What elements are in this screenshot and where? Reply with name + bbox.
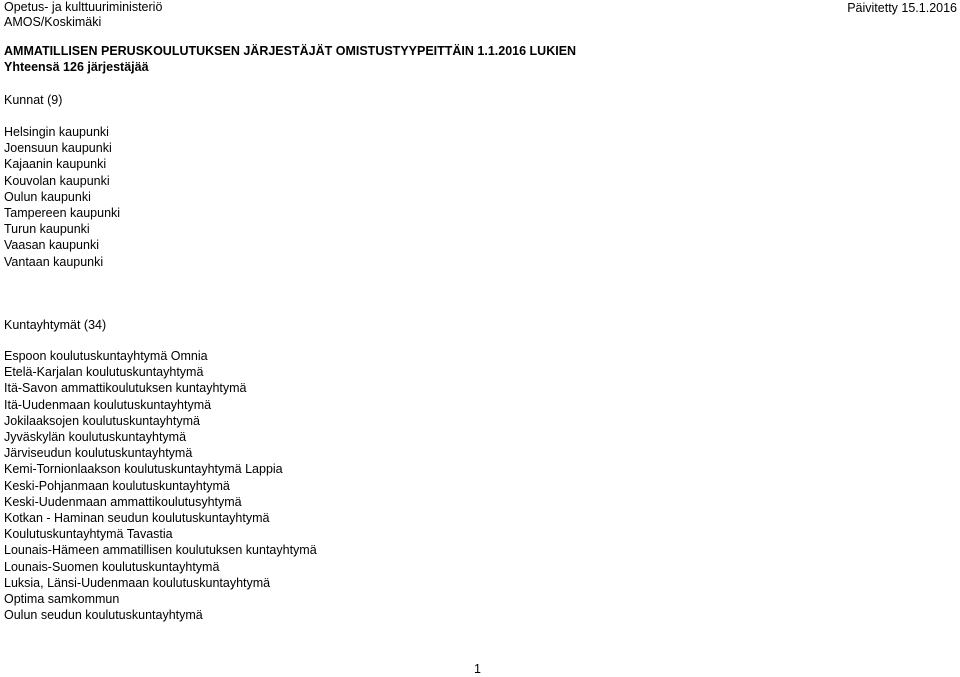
list-item: Itä-Savon ammattikoulutuksen kuntayhtymä: [4, 381, 247, 396]
list-item: Keski-Pohjanmaan koulutuskuntayhtymä: [4, 478, 230, 493]
list-item: Järviseudun koulutuskuntayhtymä: [4, 446, 193, 461]
list-item: Jokilaaksojen koulutuskuntayhtymä: [4, 413, 200, 428]
list-item: Lounais-Suomen koulutuskuntayhtymä: [4, 559, 220, 574]
list-item: Kotkan - Haminan seudun koulutuskuntayhtymä: [4, 511, 270, 526]
list-item: Vantaan kaupunki: [4, 254, 104, 269]
list-item: Koulutuskuntayhtymä Tavastia: [4, 527, 173, 542]
list-item: Itä-Uudenmaan koulutuskuntayhtymä: [4, 397, 212, 412]
list-item: Espoon koulutuskuntayhtymä Omnia: [4, 349, 208, 363]
header-department: AMOS/Koskimäki: [4, 15, 102, 29]
header-updated-date: Päivitetty 15.1.2016: [847, 1, 957, 15]
list-item: Luksia, Länsi-Uudenmaan koulutuskuntayhtymä: [4, 575, 271, 590]
list-item: Optima samkommun: [4, 592, 120, 607]
list-item: Etelä-Karjalan koulutuskuntayhtymä: [4, 365, 204, 380]
list-item: Oulun kaupunki: [4, 189, 91, 204]
section-heading-kuntayhtymat: Kuntayhtymät (34): [4, 318, 107, 332]
list-item: Joensuun kaupunki: [4, 141, 112, 156]
list-item: Jyväskylän koulutuskuntayhtymä: [4, 430, 187, 445]
page-number: 1: [474, 662, 481, 676]
list-item: Lounais-Hämeen ammatillisen koulutuksen kuntayhtymä: [4, 543, 317, 558]
list-kunnat: [4, 124, 120, 270]
section-heading-kunnat: Kunnat (9): [4, 93, 63, 107]
list-item: Tampereen kaupunki: [4, 206, 121, 221]
list-item: Kouvolan kaupunki: [4, 173, 110, 188]
list-kuntayhtymat: [4, 348, 317, 623]
list-item: Vaasan kaupunki: [4, 238, 99, 253]
header-organization: Opetus- ja kulttuuriministeriö: [4, 0, 163, 14]
list-item: Kemi-Tornionlaakson koulutuskuntayhtymä Lappia: [4, 462, 283, 477]
document-total: Yhteensä 126 järjestäjää: [4, 60, 149, 74]
list-item: Turun kaupunki: [4, 222, 90, 237]
list-item: Oulun seudun koulutuskuntayhtymä: [4, 608, 203, 623]
document-title: AMMATILLISEN PERUSKOULUTUKSEN JÄRJESTÄJÄT OMISTUSTYYPEITTÄIN 1.1.2016 LUKIEN: [4, 44, 577, 58]
list-item: Keski-Uudenmaan ammattikoulutusyhtymä: [4, 494, 242, 509]
list-item: Helsingin kaupunki: [4, 125, 109, 139]
list-item: Kajaanin kaupunki: [4, 157, 107, 172]
